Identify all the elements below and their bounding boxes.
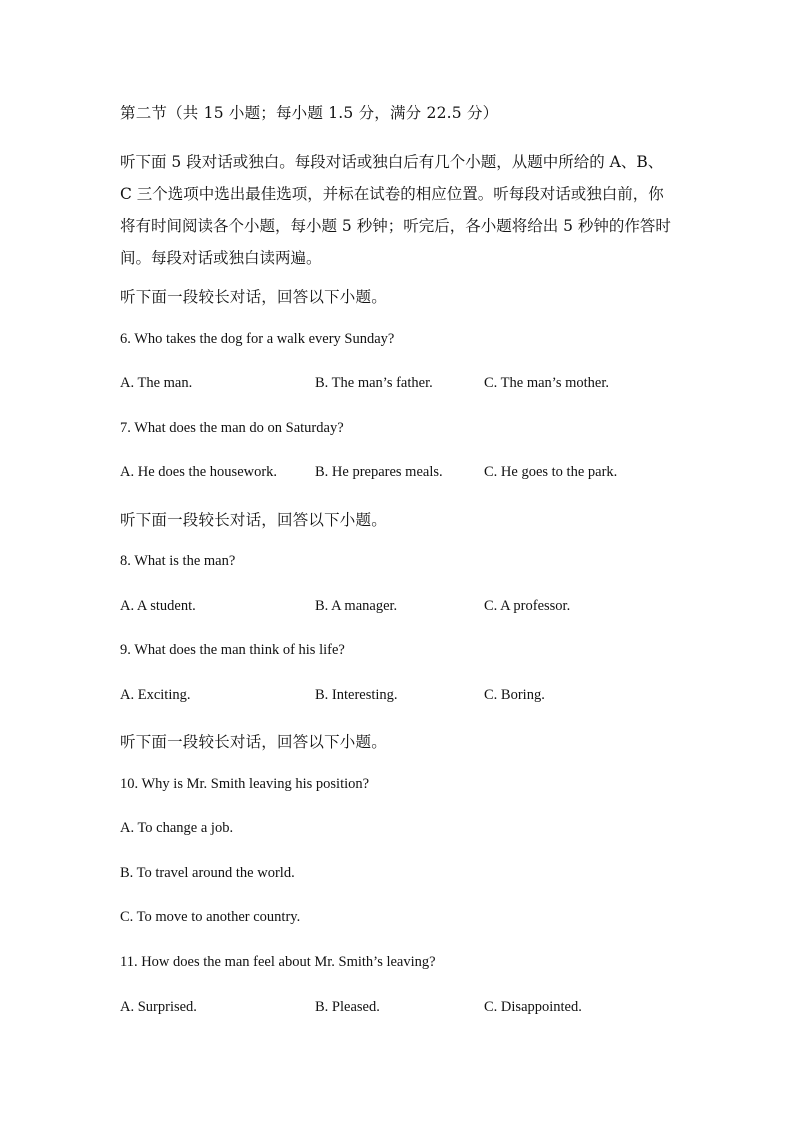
instruction-line: 听下面 5 段对话或独白。每段对话或独白后有几个小题，从题中所给的 A、B、 <box>120 153 664 171</box>
question-11: 11. How does the man feel about Mr. Smith’s leaving? <box>120 954 436 970</box>
q6-option-b: B. The man’s father. <box>315 375 433 391</box>
q7-option-c: C. He goes to the park. <box>484 464 618 480</box>
q8-option-b: B. A manager. <box>315 598 398 614</box>
question-10: 10. Why is Mr. Smith leaving his position? <box>120 776 370 792</box>
q7-option-a: A. He does the housework. <box>120 464 278 480</box>
section-title: 第二节（共 15 小题；每小题 1.5 分，满分 22.5 分） <box>120 104 499 122</box>
question-6: 6. Who takes the dog for a walk every Sunday? <box>120 331 395 347</box>
q10-option-a: A. To change a job. <box>120 820 234 836</box>
q6-option-a: A. The man. <box>120 375 193 391</box>
instructions-paragraph <box>120 146 676 274</box>
q7-option-b: B. He prepares meals. <box>315 464 443 480</box>
q6-option-c: C. The man’s mother. <box>484 375 609 391</box>
q10-option-b: B. To travel around the world. <box>120 865 295 881</box>
question-7: 7. What does the man do on Saturday? <box>120 420 344 436</box>
dialog-prompt: 听下面一段较长对话，回答以下小题。 <box>120 288 387 306</box>
q9-option-a: A. Exciting. <box>120 687 191 703</box>
question-9: 9. What does the man think of his life? <box>120 642 345 658</box>
q8-option-c: C. A professor. <box>484 598 571 614</box>
q9-option-c: C. Boring. <box>484 687 545 703</box>
q8-option-a: A. A student. <box>120 598 196 614</box>
instruction-line: C 三个选项中选出最佳选项，并标在试卷的相应位置。听每段对话或独白前，你 <box>120 185 664 203</box>
q11-option-a: A. Surprised. <box>120 999 197 1015</box>
question-8: 8. What is the man? <box>120 553 236 569</box>
instruction-line: 间。每段对话或独白读两遍。 <box>120 249 322 267</box>
instruction-line: 将有时间阅读各个小题，每小题 5 秒钟；听完后，各小题将给出 5 秒钟的作答时 <box>120 217 671 235</box>
q10-option-c: C. To move to another country. <box>120 909 301 925</box>
q11-option-c: C. Disappointed. <box>484 999 582 1015</box>
q9-option-b: B. Interesting. <box>315 687 398 703</box>
q11-option-b: B. Pleased. <box>315 999 380 1015</box>
dialog-prompt: 听下面一段较长对话，回答以下小题。 <box>120 511 387 529</box>
dialog-prompt: 听下面一段较长对话，回答以下小题。 <box>120 733 387 751</box>
